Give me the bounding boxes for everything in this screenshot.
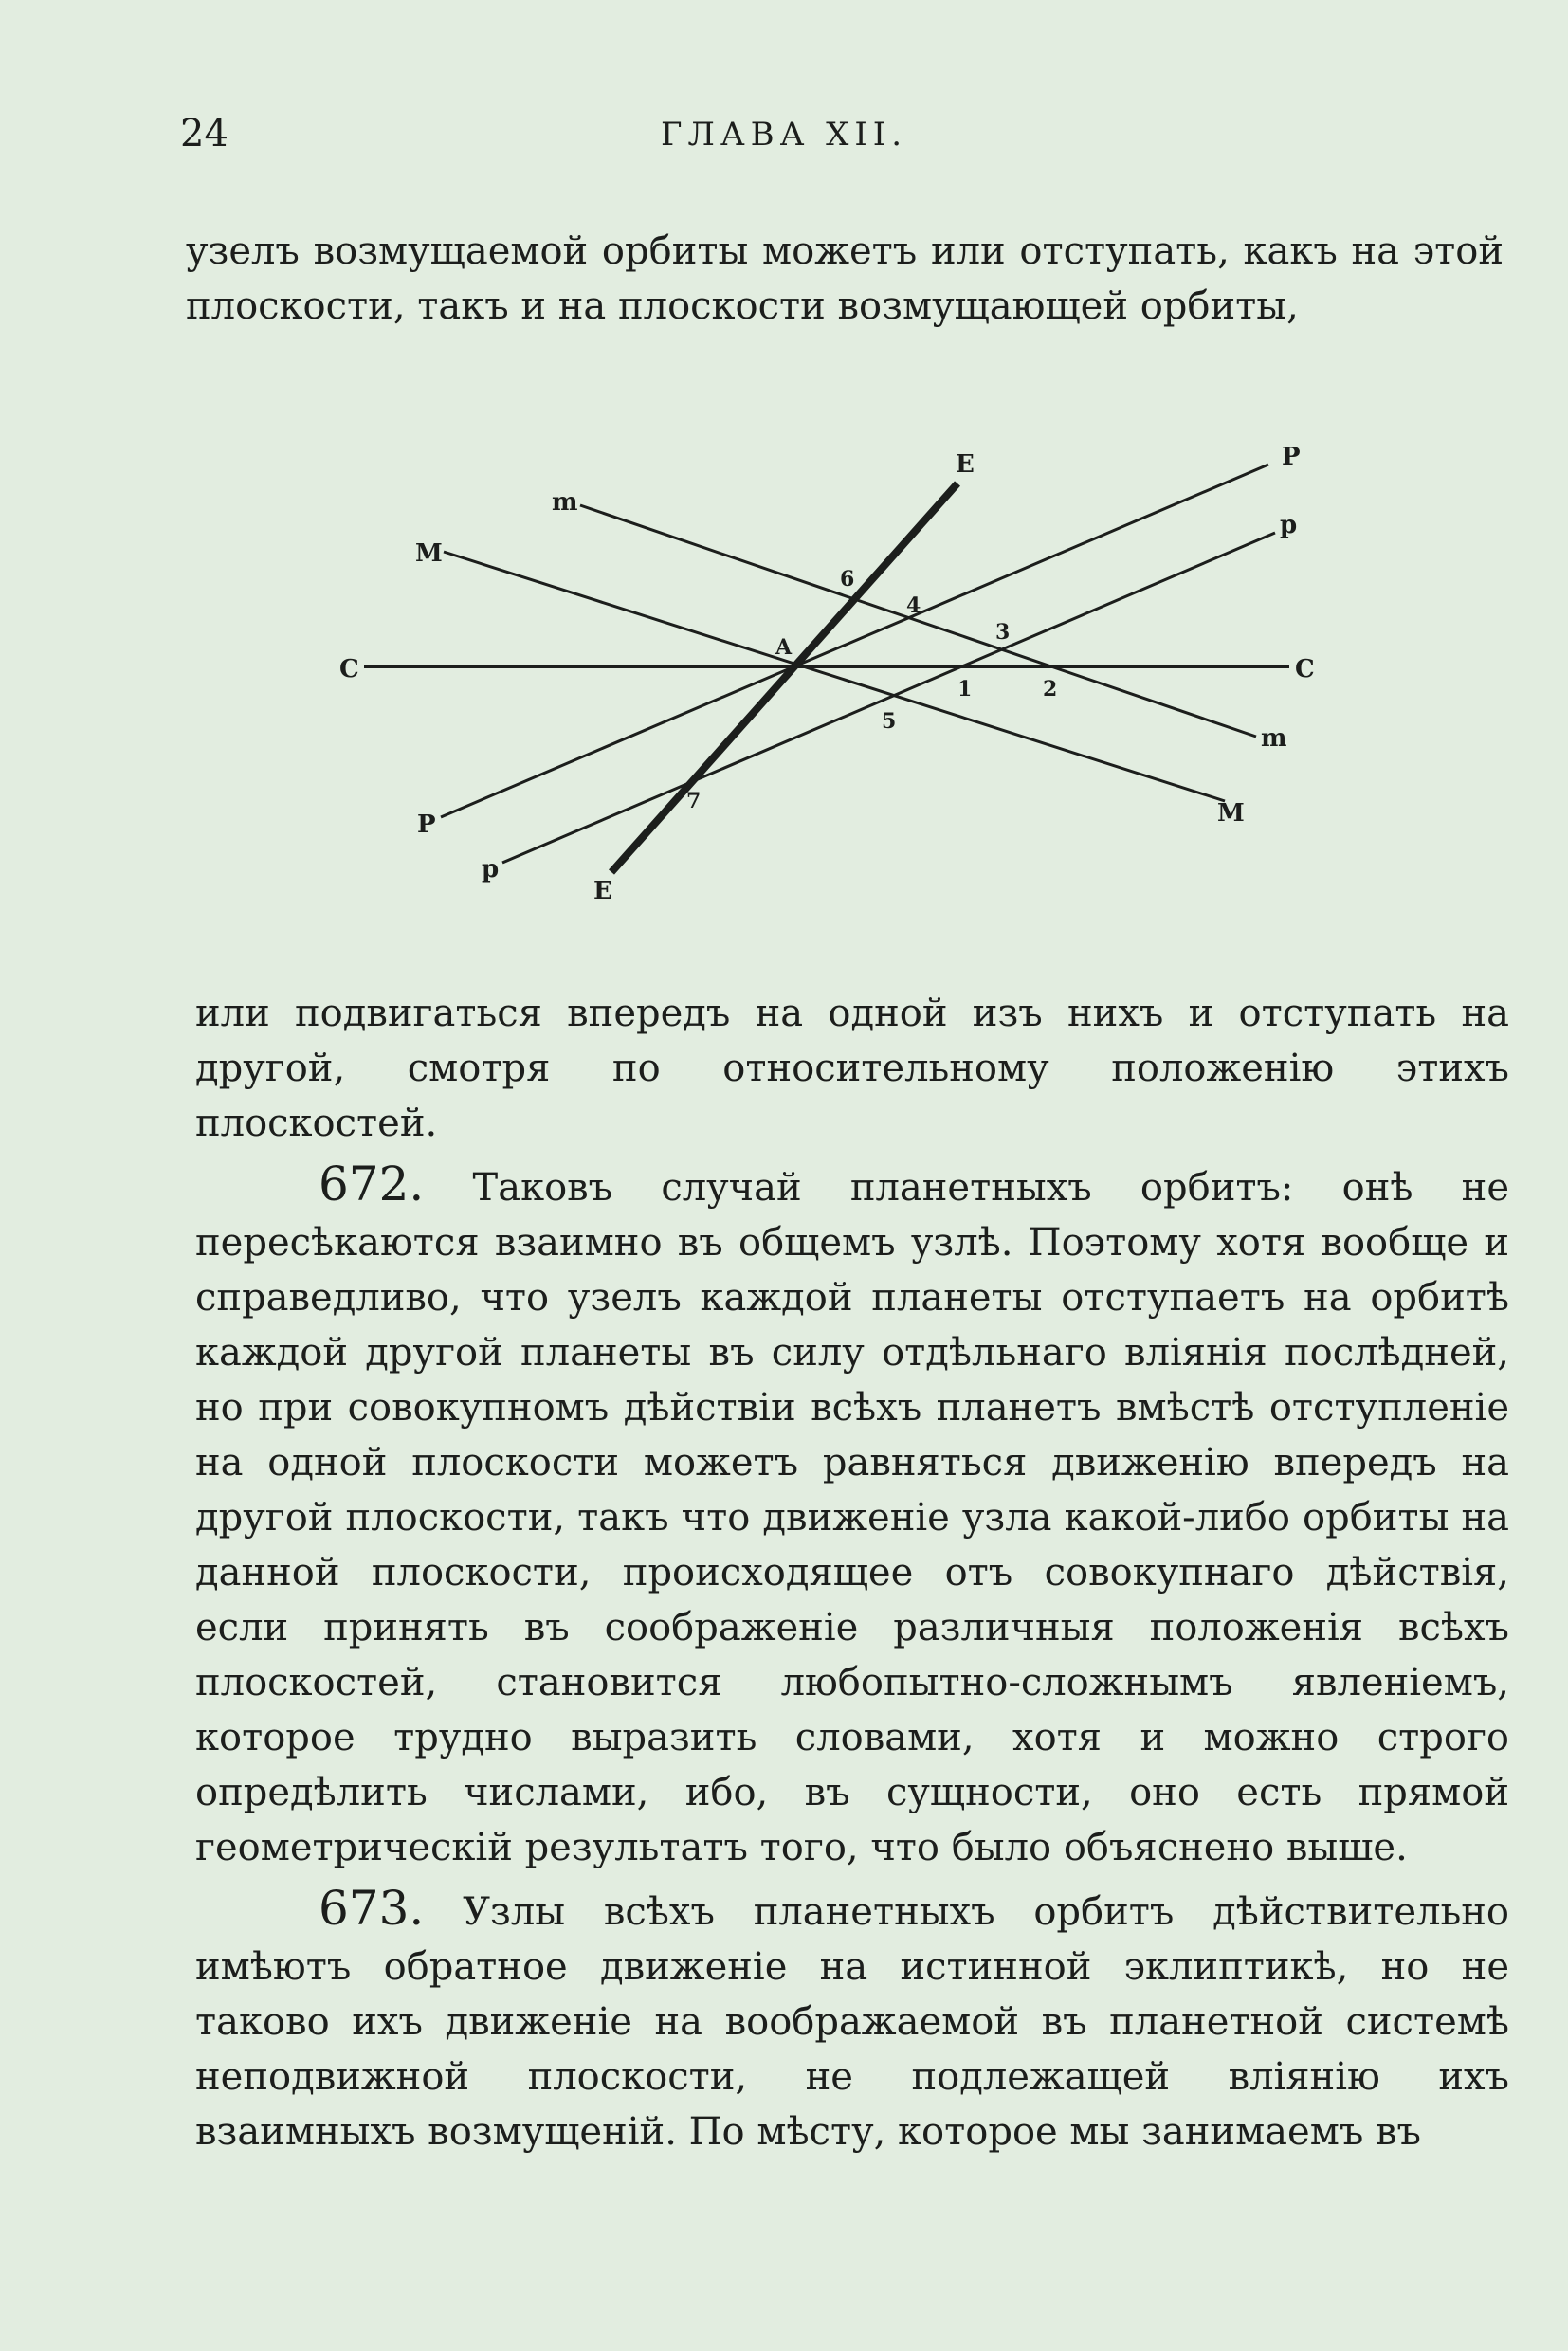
label-6: 6 bbox=[840, 567, 855, 592]
label-p-bottom: p bbox=[482, 855, 500, 884]
paragraph-672 bbox=[195, 1157, 1509, 1875]
line-PP bbox=[441, 465, 1268, 817]
label-M-top: M bbox=[415, 539, 443, 568]
line-EE bbox=[611, 483, 957, 872]
label-m-bottom: m bbox=[1261, 724, 1287, 753]
label-M-bottom: M bbox=[1217, 799, 1245, 828]
lower-text-block bbox=[195, 986, 1509, 2160]
label-E-bottom: E bbox=[593, 877, 612, 905]
label-4: 4 bbox=[906, 593, 921, 618]
paragraph-number: 672. bbox=[319, 1157, 425, 1212]
label-P-bottom: P bbox=[417, 811, 436, 839]
line-pp bbox=[502, 533, 1275, 863]
label-p-top: p bbox=[1280, 511, 1298, 539]
label-1: 1 bbox=[957, 677, 973, 702]
running-head: ГЛАВА XII. bbox=[660, 116, 908, 154]
continuation-paragraph: или подвигаться впередъ на одной изъ нихъ и отступать на другой, смотря по относительному положенію этихъ плоскостей. bbox=[195, 992, 1509, 1145]
page-number: 24 bbox=[180, 112, 228, 155]
label-E-top: E bbox=[956, 450, 975, 479]
label-P-top: P bbox=[1282, 443, 1301, 471]
paragraph-text: Узлы всѣхъ планетныхъ орбитъ дѣйствительно имѣютъ обратное движеніе на истинной эклиптикѣ, но не таково ихъ движеніе на воображаемой въ планетной системѣ неподвижной плоскости, не подлежащей вліянію ихъ взаимныхъ возмущеній. По мѣсту, которое мы занимаемъ въ bbox=[195, 1890, 1509, 2154]
top-paragraph: узелъ возмущаемой орбиты можетъ или отступать, какъ на этой плоскости, такъ и на плоскости возмущающей орбиты, bbox=[186, 229, 1504, 328]
label-7: 7 bbox=[686, 789, 702, 813]
label-C-left: C bbox=[339, 655, 359, 683]
label-m-top: m bbox=[552, 488, 578, 517]
label-3: 3 bbox=[995, 620, 1011, 645]
paragraph-text: Таковъ случай планетныхъ орбитъ: онѣ не пересѣкаются взаимно въ общемъ узлѣ. Поэтому хотя вообще и справедливо, что узелъ каждой планеты отступаетъ на орбитѣ каждой другой планеты въ силу отдѣльнаго вліянія послѣдней, но при совокупномъ дѣйствіи всѣхъ планетъ вмѣстѣ отступленіе на одной плоскости можетъ равняться движенію впередъ на другой плоскости, такъ что движеніе узла какой-либо орбиты на данной плоскости, происходящее отъ совокупнаго дѣйствія, если принять въ соображеніе различныя положенія всѣхъ плоскостей, становится любопытно-сложнымъ явленіемъ, которое трудно выразить словами, хотя и можно строго опредѣлить числами, ибо, въ сущности, оно есть прямой геометрическій результатъ того, что было объяснено выше. bbox=[195, 1166, 1510, 1869]
paragraph-673 bbox=[195, 1881, 1509, 2160]
label-C-right: C bbox=[1295, 655, 1315, 683]
line-MM bbox=[444, 552, 1225, 801]
label-A: A bbox=[775, 635, 793, 660]
label-2: 2 bbox=[1043, 677, 1058, 702]
label-5: 5 bbox=[882, 709, 897, 734]
paragraph-number: 673. bbox=[319, 1881, 425, 1936]
